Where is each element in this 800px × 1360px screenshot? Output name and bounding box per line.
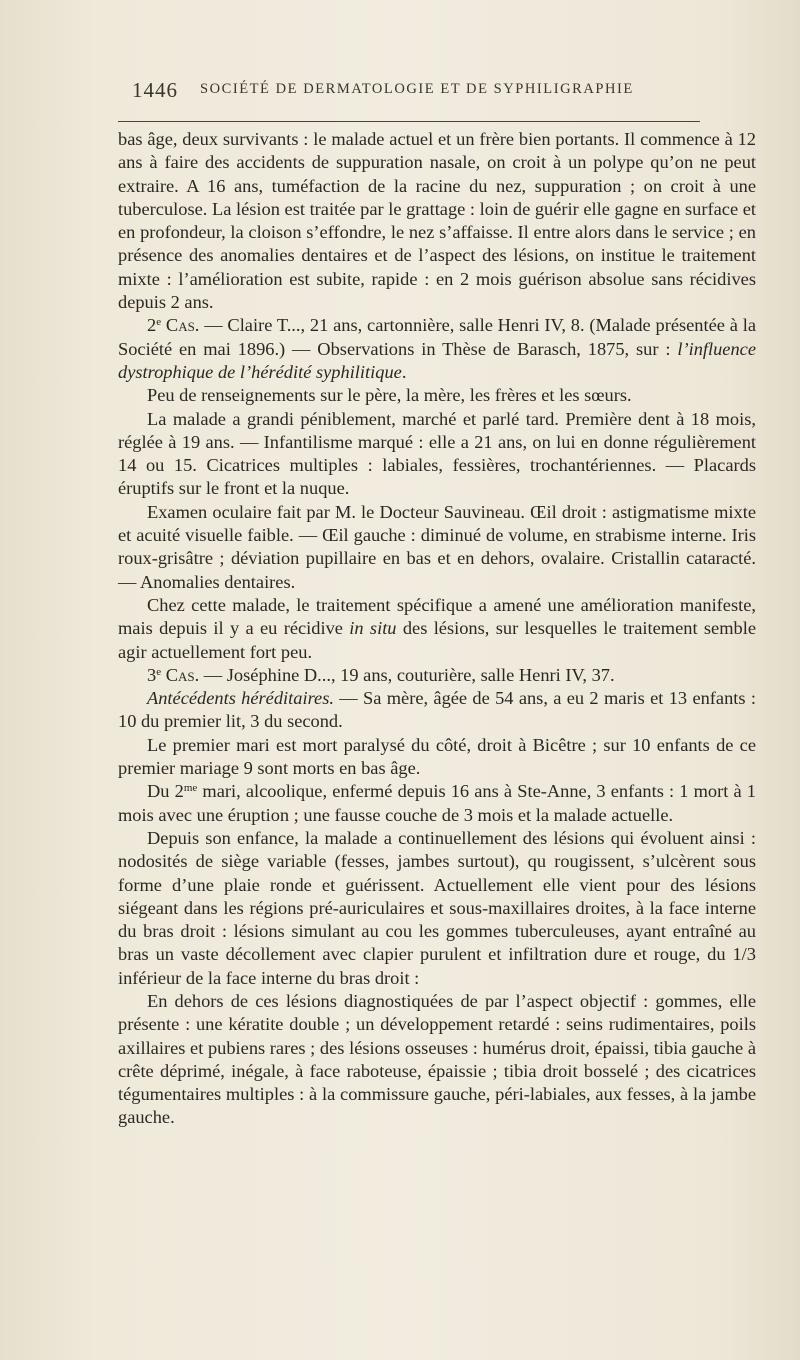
antecedents-text: — Sa mère, âgée de 54 ans, a eu 2 maris et 13 enfants : 10 du premier lit, 3 du second. xyxy=(118,688,756,732)
ordinal-suffix: me xyxy=(183,782,198,795)
running-head: SOCIÉTÉ DE DERMATOLOGIE ET DE SYPHILIGRAPHIE xyxy=(200,81,634,97)
paragraph-case-3 xyxy=(118,664,756,687)
page-header xyxy=(118,78,700,106)
case-number: 3 xyxy=(147,664,157,685)
paragraph-3: Peu de renseignements sur le père, la mère, les frères et les sœurs. xyxy=(147,385,632,406)
in-situ-italic: in situ xyxy=(349,618,397,639)
case-label: Cas. xyxy=(165,664,200,685)
case-number: 2 xyxy=(147,315,157,336)
thesis-title: l’influence dystrophique de l’hérédité syphilitique xyxy=(118,338,756,382)
antecedents-heading: Antécédents héréditaires. xyxy=(147,688,334,709)
case-label: Cas. xyxy=(165,315,200,336)
paragraph-9: Le premier mari est mort paralysé du côté, droit à Bicêtre ; sur 10 enfants de ce premier mariage 9 sont morts en bas âge. xyxy=(118,734,756,779)
case-text: — Joséphine D..., 19 ans, couturière, salle Henri IV, 37. xyxy=(199,664,615,685)
paragraph-10 xyxy=(118,780,756,827)
paragraph-12: En dehors de ces lésions diagnostiquées de par l’aspect objectif : gommes, elle présente : une kératite double ; un développement retardé : seins rudimentaires, poils axillaires et pubiens rares ; des lésions osseuses : humérus droit, épaissi, tibia gauche à crête déprimé, inégale, à face raboteuse, épaissie ; tibia droit bosselé ; des cicatrices tégumentaires multiples : à la commissure gauche, péri-labiales, aux fesses, à la jambe gauche. xyxy=(118,990,756,1128)
paragraph-6-after: des lésions, sur lesquelles le traitement semble agir actuellement fort peu. xyxy=(118,618,756,662)
paragraph-4: La malade a grandi péniblement, marché et parlé tard. Première dent à 18 mois, réglée à 19 ans. — Infantilisme marqué : elle a 21 ans, on lui en donne régulièrement 14 ou 15. Cicatrices multiples : labiales, fessières, trochantériennes. — Placards éruptifs sur le front et la nuque. xyxy=(118,408,756,499)
paragraph-6 xyxy=(118,594,756,664)
page-number: 1446 xyxy=(132,78,178,102)
paragraph-case-2 xyxy=(118,314,756,384)
paragraph-5: Examen oculaire fait par M. le Docteur Sauvineau. Œil droit : astigmatisme mixte et acuité visuelle faible. — Œil gauche : diminué de volume, en strabisme interne. Iris roux-grisâtre ; déviation pupillaire en bas et en dehors, ovalaire. Cristallin cataracté. — Anomalies dentaires. xyxy=(118,501,756,592)
paragraph-antecedents xyxy=(118,687,756,734)
case-ordinal-suffix: e xyxy=(156,316,162,329)
case-text-end: . xyxy=(401,361,407,382)
paragraph-10-before: Du 2 xyxy=(147,781,184,802)
paragraph-10-after: mari, alcoolique, enfermé depuis 16 ans à Ste-Anne, 3 enfants : 1 mort à 1 mois avec une éruption ; une fausse couche de 3 mois et la malade actuelle. xyxy=(118,781,756,825)
case-ordinal-suffix: e xyxy=(156,665,162,678)
body-text xyxy=(118,128,756,1130)
paragraph-1: bas âge, deux survivants : le malade actuel et un frère bien portants. Il commence à 12 ans à faire des accidents de suppuration nasale, on croit à un polype qu’on ne peut extraire. A 16 ans, tuméfaction de la racine du nez, suppuration ; on croit à une tuberculose. La lésion est traitée par le grattage : loin de guérir elle gagne en surface et en profondeur, la cloison s’effondre, le nez s’affaisse. Il entre alors dans le service ; en présence des anomalies dentaires et de l’aspect des lésions, on institue le traitement mixte : l’amélioration est subite, rapide : en 2 mois guérison absolue sans récidives depuis 2 ans. xyxy=(118,129,756,313)
case-text: — Claire T..., 21 ans, cartonnière, salle Henri IV, 8. (Malade présentée à la Société en mai 1896.) — Observations in Thèse de Barasch, 1875, sur : xyxy=(118,315,756,359)
paragraph-6-before: Chez cette malade, le traitement spécifique a amené une amélioration manifeste, mais depuis il y a eu récidive xyxy=(118,594,756,639)
paragraph-11: Depuis son enfance, la malade a continuellement des lésions qui évoluent ainsi : nodosités de siège variable (fesses, jambes surtout), qu rougissent, s’ulcèrent sous forme d’une plaie ronde et guérissent. Actuellement elle vient pour des lésions siégeant dans les régions pré-auriculaires et sous-maxillaires droites, à la face interne du bras droit : lésions simulant au cou les gommes tuberculeuses, ayant entraîné au bras un vaste décollement avec clapier purulent et infiltration dure et rouge, du 1/3 inférieur de la face interne du bras droit : xyxy=(118,827,756,988)
header-rule xyxy=(118,121,700,122)
